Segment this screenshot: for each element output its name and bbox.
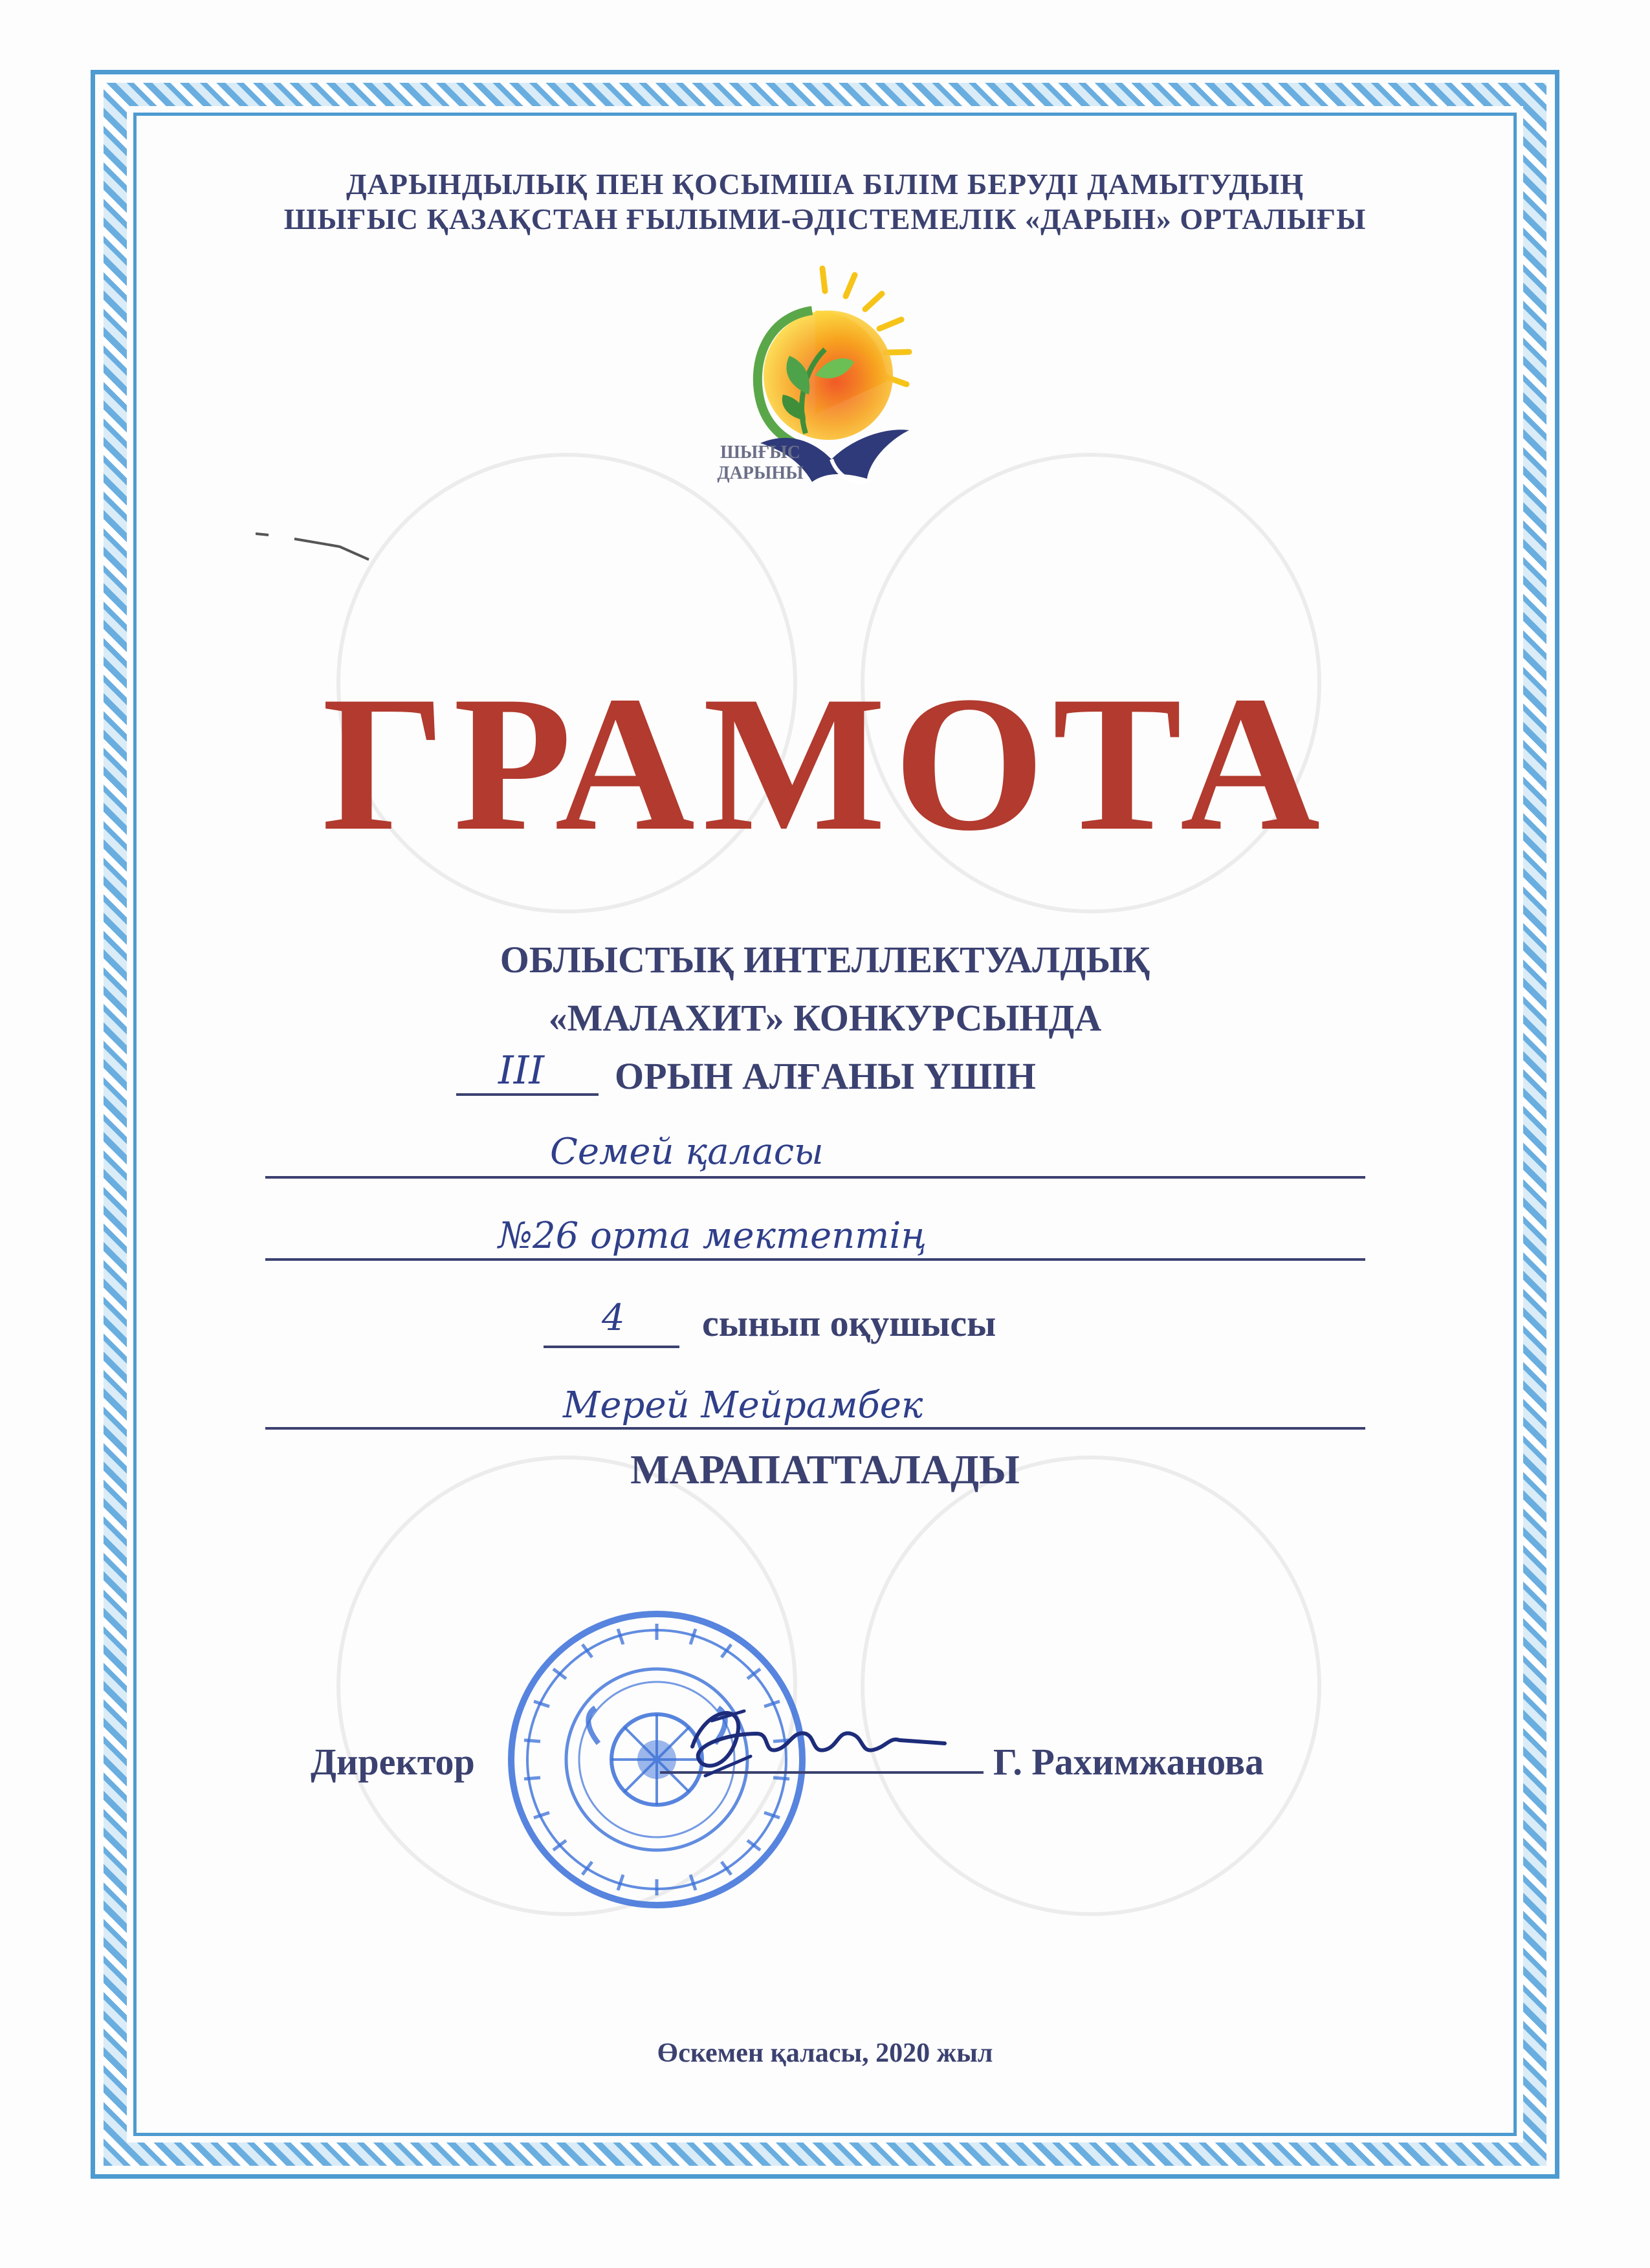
awarded-label: МАРАПАТТАЛАДЫ bbox=[630, 1446, 1020, 1492]
organization-name-line-1: ДАРЫНДЫЛЫҚ ПЕН ҚОСЫМША БІЛІМ БЕРУДІ ДАМЫТУДЫҢ bbox=[346, 168, 1304, 201]
student-name-handwritten: Мерей Мейрамбек bbox=[563, 1384, 923, 1426]
document-title: ГРАМОТА bbox=[322, 656, 1328, 871]
logo-text-line-1: ШЫҒЫС bbox=[720, 442, 800, 463]
director-name: Г. Рахимжанова bbox=[993, 1741, 1264, 1783]
grade-value: 4 bbox=[602, 1297, 625, 1339]
award-line-2: «МАЛАХИТ» КОНКУРСЫНДА bbox=[548, 997, 1102, 1039]
school-handwritten: №26 орта мектептің bbox=[498, 1215, 927, 1257]
city-handwritten: Семей қаласы bbox=[550, 1131, 824, 1173]
grade-field-line bbox=[544, 1346, 679, 1348]
award-line-3: ОРЫН АЛҒАНЫ ҮШІН bbox=[615, 1055, 1036, 1097]
place-and-year: Өскемен қаласы, 2020 жыл bbox=[657, 2038, 993, 2068]
logo-text-line-2: ДАРЫНЫ bbox=[717, 463, 804, 483]
scan-mark bbox=[256, 527, 385, 566]
award-line-1: ОБЛЫСТЫҚ ИНТЕЛЛЕКТУАЛДЫҚ bbox=[500, 939, 1150, 981]
school-field-line bbox=[265, 1258, 1365, 1261]
director-label: Директор bbox=[311, 1741, 475, 1783]
city-field-line bbox=[265, 1176, 1365, 1179]
place-value: III bbox=[498, 1048, 545, 1093]
grade-label: сынып оқушысы bbox=[702, 1302, 996, 1344]
director-signature bbox=[666, 1695, 958, 1785]
student-name-field-line bbox=[265, 1427, 1365, 1430]
organization-name-line-2: ШЫҒЫС ҚАЗАҚСТАН ҒЫЛЫМИ-ӘДІСТЕМЕЛІК «ДАРЫН» ОРТАЛЫҒЫ bbox=[283, 202, 1367, 235]
